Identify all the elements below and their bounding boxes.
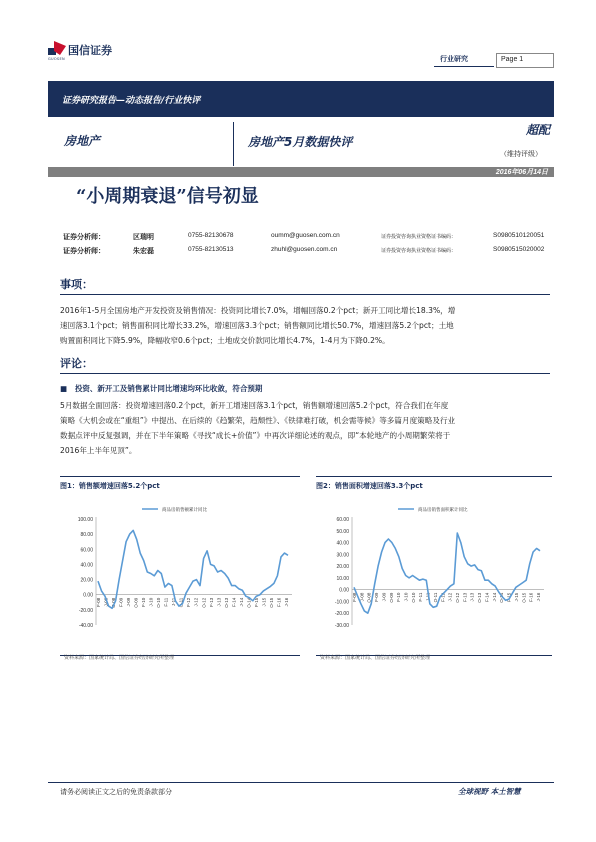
figure-2-source: 资料来源：国家统计局、国信证券经济研究所整理 bbox=[320, 655, 431, 661]
report-type-banner bbox=[48, 81, 554, 117]
comments-bullet bbox=[60, 383, 262, 394]
rating-note: （维持评级） bbox=[500, 150, 542, 158]
comments-line: 5月数据全面回落：投资增速回落0.2个pct，新开工增速回落3.1个pct，销售额增速回落5.2个pct，符合我们在年度 bbox=[60, 401, 449, 410]
x-tick-label: O-08 bbox=[111, 597, 117, 608]
comments-line: 2016年上半年见顶”。 bbox=[60, 446, 137, 455]
bullet-text: 投资、新开工及销售累计同比增速均环比收敛，符合预期 bbox=[74, 384, 263, 393]
y-tick-label: 80.00 bbox=[80, 532, 93, 539]
x-tick-label: F-12 bbox=[186, 597, 192, 607]
y-tick-label: 20.00 bbox=[336, 564, 349, 571]
y-tick-label: 100.00 bbox=[77, 517, 93, 523]
x-tick-label: F-15 bbox=[506, 592, 512, 602]
report-date: 2016年06月14日 bbox=[495, 169, 548, 176]
y-tick-label: 40.00 bbox=[80, 562, 93, 569]
analyst-role: 证券分析师： bbox=[63, 233, 105, 241]
main-headline: “小周期衰退”信号初显 bbox=[76, 186, 259, 207]
x-tick-label: F-13 bbox=[462, 592, 468, 602]
figure-1-title: 图1：销售额增速回落5.2个pct bbox=[60, 482, 160, 490]
x-tick-label: J-14 bbox=[238, 597, 244, 607]
brand-name: 国信证券 bbox=[68, 44, 112, 57]
x-tick-label: O-12 bbox=[201, 597, 207, 608]
footer-rule bbox=[48, 782, 554, 783]
x-tick-label: O-11 bbox=[432, 592, 438, 603]
x-tick-label: O-14 bbox=[246, 597, 252, 608]
x-tick-label: J-12 bbox=[193, 597, 199, 607]
y-tick-label: 30.00 bbox=[336, 552, 349, 559]
x-tick-label: F-10 bbox=[141, 597, 147, 607]
y-tick-label: -20.00 bbox=[334, 611, 349, 618]
analyst-cert-label: 证券投资咨询执业资格证书编码： bbox=[381, 248, 457, 254]
x-tick-label: O-13 bbox=[477, 592, 483, 603]
x-tick-label: J-09 bbox=[381, 592, 387, 602]
report-type-label: 证券研究报告—动态报告/行业快评 bbox=[62, 96, 201, 106]
analyst-cert-code: S0980515020002 bbox=[493, 246, 545, 253]
analyst-name: 朱宏磊 bbox=[133, 247, 154, 255]
x-tick-label: F-11 bbox=[418, 592, 424, 602]
industry-research-tag: 行业研究 bbox=[440, 55, 468, 63]
x-tick-label: J-15 bbox=[513, 592, 519, 602]
x-tick-label: J-08 bbox=[103, 597, 109, 607]
x-tick-label: F-16 bbox=[276, 597, 282, 607]
footer-disclaimer[interactable]: 请务必阅读正文之后的免责条款部分 bbox=[60, 788, 172, 796]
analyst-row bbox=[63, 232, 563, 244]
x-tick-label: F-14 bbox=[484, 592, 490, 602]
analyst-cert-code: S0980510120051 bbox=[493, 232, 545, 239]
x-tick-label: O-08 bbox=[366, 592, 372, 603]
x-tick-label: F-16 bbox=[528, 592, 534, 602]
figure-2-chart bbox=[316, 495, 552, 647]
x-tick-label: O-09 bbox=[133, 597, 139, 608]
x-tick-label: F-08 bbox=[96, 597, 101, 607]
x-tick-label: J-10 bbox=[403, 592, 409, 602]
y-tick-label: -30.00 bbox=[334, 623, 349, 629]
x-tick-label: O-14 bbox=[499, 592, 505, 603]
x-tick-label: O-11 bbox=[178, 597, 184, 608]
bullet-square-icon: ■ bbox=[60, 384, 68, 393]
y-tick-label: 50.00 bbox=[336, 528, 349, 535]
figure-1 bbox=[60, 476, 300, 661]
y-tick-label: 0.00 bbox=[339, 587, 349, 594]
date-bar bbox=[48, 167, 554, 177]
x-tick-label: F-08 bbox=[352, 592, 357, 602]
events-rule bbox=[60, 294, 550, 295]
x-tick-label: J-14 bbox=[491, 592, 497, 602]
events-line: 2016年1-5月全国房地产开发投资及销售情况：投资同比增长7.0%，增幅回落0.2个pct；新开工同比增长18.3%，增 bbox=[60, 306, 456, 315]
y-tick-label: 10.00 bbox=[336, 575, 349, 582]
events-line: 购置面积同比下降5.9%，降幅收窄0.6个pct；土地成交价款同比增长4.7%，1-4月为下降0.2%。 bbox=[60, 336, 390, 345]
x-tick-label: F-10 bbox=[396, 592, 402, 602]
analyst-row bbox=[63, 246, 563, 258]
brand-subtitle: GUOSEN bbox=[48, 57, 65, 61]
x-tick-label: J-12 bbox=[447, 592, 453, 602]
x-tick-label: J-16 bbox=[536, 592, 541, 602]
x-tick-label: J-11 bbox=[425, 592, 431, 602]
figure-2 bbox=[316, 476, 552, 661]
x-tick-label: F-11 bbox=[163, 597, 169, 607]
analyst-phone: 0755-82130678 bbox=[188, 232, 234, 239]
analyst-name: 区瑞明 bbox=[133, 233, 154, 241]
legend-label: 商品房销售面积累计同比 bbox=[418, 507, 468, 512]
comments-line: 策略《大机会或在“重组”》中提出、在后续的《趋繁荣，趋颓性》、《铁律难打破，机会需等候》等多篇月度策略及行业 bbox=[60, 416, 456, 425]
y-tick-label: -10.00 bbox=[334, 599, 349, 606]
analyst-email[interactable]: zhuhl@guosen.com.cn bbox=[271, 246, 338, 253]
x-tick-label: J-15 bbox=[261, 597, 267, 607]
x-tick-label: O-09 bbox=[388, 592, 394, 603]
x-tick-label: J-09 bbox=[126, 597, 132, 607]
x-tick-label: O-15 bbox=[521, 592, 527, 603]
x-tick-label: J-13 bbox=[216, 597, 222, 607]
x-tick-label: J-16 bbox=[284, 597, 289, 607]
y-tick-label: 0.00 bbox=[83, 592, 93, 599]
x-tick-label: F-12 bbox=[440, 592, 446, 602]
x-tick-label: J-10 bbox=[148, 597, 154, 607]
x-tick-label: F-13 bbox=[208, 597, 214, 607]
y-tick-label: -40.00 bbox=[78, 623, 93, 629]
x-tick-label: O-10 bbox=[410, 592, 416, 603]
page-number: Page 1 bbox=[496, 53, 554, 68]
comments-heading: 评论： bbox=[60, 357, 93, 370]
report-title: 房地产5月数据快评 bbox=[248, 135, 353, 149]
comments-rule bbox=[60, 373, 550, 374]
analyst-phone: 0755-82130513 bbox=[188, 246, 234, 253]
analyst-email[interactable]: oumm@guosen.com.cn bbox=[271, 232, 340, 239]
title-divider bbox=[233, 122, 234, 166]
x-tick-label: F-09 bbox=[118, 597, 124, 607]
y-tick-label: 60.00 bbox=[336, 517, 349, 523]
events-heading: 事项： bbox=[60, 278, 93, 291]
rating: 超配 bbox=[526, 123, 551, 137]
x-tick-label: O-13 bbox=[223, 597, 229, 608]
analyst-cert-label: 证券投资咨询执业资格证书编码： bbox=[381, 234, 457, 240]
analyst-role: 证券分析师： bbox=[63, 247, 105, 255]
events-line: 速回落3.1个pct；销售面积同比增长33.2%，增速回落3.3个pct；销售额同比增长50.7%，增速回落5.2个pct；土地 bbox=[60, 321, 454, 330]
y-tick-label: 40.00 bbox=[336, 540, 349, 547]
x-tick-label: J-13 bbox=[469, 592, 475, 602]
x-tick-label: J-11 bbox=[171, 597, 177, 607]
series-line bbox=[98, 530, 288, 608]
comments-line: 数据点评中反复强调，并在下半年策略《寻找“成长+价值”》中再次详细论述的观点，即“本轮地产的小周期繁荣将于 bbox=[60, 431, 451, 440]
comments-paragraph bbox=[60, 398, 552, 458]
x-tick-label: O-15 bbox=[268, 597, 274, 608]
sector-name: 房地产 bbox=[64, 134, 101, 148]
legend-label: 商品房销售额累计同比 bbox=[162, 507, 207, 512]
x-tick-label: O-10 bbox=[156, 597, 162, 608]
footer-slogan: 全球视野 本土智慧 bbox=[458, 787, 521, 796]
y-tick-label: 60.00 bbox=[80, 547, 93, 554]
x-tick-label: J-08 bbox=[359, 592, 365, 602]
x-tick-label: O-12 bbox=[455, 592, 461, 603]
x-tick-label: F-15 bbox=[253, 597, 259, 607]
tag-underline bbox=[434, 66, 494, 67]
guosen-logo-icon bbox=[48, 41, 66, 55]
events-paragraph bbox=[60, 303, 552, 348]
y-tick-label: -20.00 bbox=[78, 607, 93, 614]
figure-1-source: 资料来源：国家统计局、国信证券经济研究所整理 bbox=[64, 655, 175, 661]
figure-2-title: 图2：销售面积增速回落3.3个pct bbox=[316, 482, 423, 490]
figure-1-chart bbox=[60, 495, 300, 647]
x-tick-label: F-09 bbox=[374, 592, 380, 602]
x-tick-label: F-14 bbox=[231, 597, 237, 607]
y-tick-label: 20.00 bbox=[80, 577, 93, 584]
